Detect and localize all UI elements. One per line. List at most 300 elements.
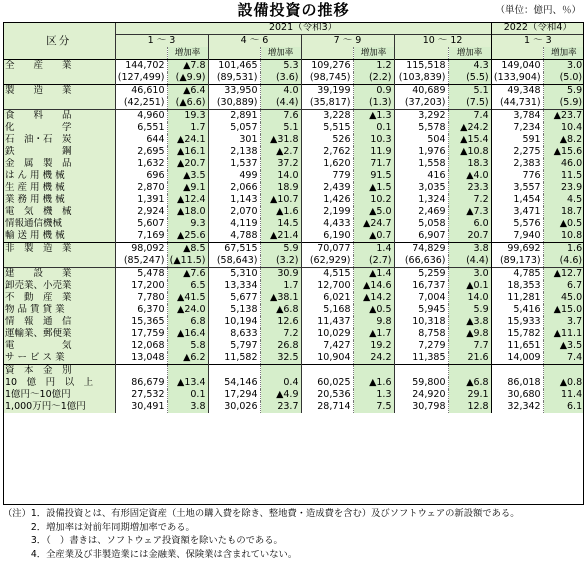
amount-cell: 27,532	[115, 389, 167, 401]
rate-cell: 23.7	[260, 401, 301, 413]
quarter-header: 4 ～ 6	[208, 35, 301, 48]
rate-cell: (4.4)	[448, 255, 491, 268]
table-row	[3, 146, 584, 158]
amount-cell: 776	[491, 170, 543, 182]
quarter-header: 1 ～ 3	[491, 35, 584, 48]
rate-cell: ▲10.7	[260, 194, 301, 206]
amount-cell: 6,190	[301, 230, 353, 243]
amount-cell: 16,737	[394, 280, 448, 292]
footnote: 3．（ ）書きは、ソフトウェア投資額を除いたものである。	[3, 535, 283, 546]
rate-cell: ▲2.7	[260, 146, 301, 158]
amount-cell: 2,439	[301, 182, 353, 194]
rate-cell: ▲8.5	[167, 243, 208, 256]
page-title: 設備投資の推移	[237, 1, 350, 19]
rate-cell: 9.8	[353, 316, 394, 328]
rate-cell: 32.5	[260, 352, 301, 365]
table-row	[3, 206, 584, 218]
amount-cell: 2,762	[301, 146, 353, 158]
table-row	[3, 243, 584, 256]
rate-cell	[543, 365, 584, 378]
rate-cell: 46.0	[543, 158, 584, 170]
amount-cell: (89,531)	[208, 72, 260, 85]
rate-cell: ▲24.2	[448, 122, 491, 134]
table-row	[3, 377, 584, 389]
rate-cell: 45.0	[543, 292, 584, 304]
amount-cell: 7,780	[115, 292, 167, 304]
table-row-excluding-software	[3, 72, 584, 85]
rate-cell: (4.4)	[260, 97, 301, 110]
amount-cell: 2,924	[115, 206, 167, 218]
amount-cell	[208, 365, 260, 378]
rate-cell: 10.4	[543, 122, 584, 134]
amount-cell: 5,259	[394, 268, 448, 281]
amount-cell: 2,070	[208, 206, 260, 218]
amount-cell: 416	[394, 170, 448, 182]
amount-cell: 7,234	[491, 122, 543, 134]
quarter-header: 1 ～ 3	[115, 35, 208, 48]
rate-cell: ▲15.4	[448, 134, 491, 146]
rate-cell: 6.7	[543, 280, 584, 292]
amount-cell: 8,633	[208, 328, 260, 340]
rate-cell: 1.7	[167, 122, 208, 134]
amount-cell: 2,138	[208, 146, 260, 158]
rate-cell: 5.9	[448, 304, 491, 316]
rate-cell: ▲13.4	[167, 377, 208, 389]
row-label: 情報通信機械	[3, 218, 115, 230]
rate-cell: (▲9.9)	[167, 72, 208, 85]
rate-cell: 10.2	[353, 194, 394, 206]
rate-cell: ▲24.0	[167, 304, 208, 316]
amount-cell: 6,370	[115, 304, 167, 316]
amount-cell: (58,643)	[208, 255, 260, 268]
row-label: 金 属 製 品	[3, 158, 115, 170]
amount-cell: 11,582	[208, 352, 260, 365]
amount-cell: 4,960	[115, 110, 167, 123]
amount-cell: 5,310	[208, 268, 260, 281]
amount-cell: 49,348	[491, 85, 543, 98]
rate-cell: 71.7	[353, 158, 394, 170]
rate-cell: ▲6.4	[167, 85, 208, 98]
rate-cell: (▲11.5)	[167, 255, 208, 268]
row-label: 輸 送 用 機 械	[3, 230, 115, 243]
rate-cell: ▲16.1	[167, 146, 208, 158]
rate-cell: 5.3	[260, 60, 301, 73]
row-label: 1億円～10億円	[3, 389, 115, 401]
rate-cell: (5.9)	[543, 97, 584, 110]
amount-cell: 15,365	[115, 316, 167, 328]
amount-cell: 46,610	[115, 85, 167, 98]
rate-cell: ▲4.9	[260, 389, 301, 401]
rate-cell: ▲1.3	[353, 110, 394, 123]
table-row	[3, 218, 584, 230]
rate-cell: 7.2	[448, 194, 491, 206]
rate-cell: ▲25.6	[167, 230, 208, 243]
table-row-excluding-software	[3, 97, 584, 110]
amount-cell: 6,907	[394, 230, 448, 243]
amount-cell: 67,515	[208, 243, 260, 256]
table-row	[3, 340, 584, 352]
amount-cell: 11,651	[491, 340, 543, 352]
rate-cell: 24.2	[353, 352, 394, 365]
amount-cell: 3,557	[491, 182, 543, 194]
rate-cell: 30.9	[260, 268, 301, 281]
amount-cell: 3,471	[491, 206, 543, 218]
amount-cell: 1,324	[394, 194, 448, 206]
rate-cell: ▲9.1	[167, 182, 208, 194]
amount-cell: 301	[208, 134, 260, 146]
rate-cell: ▲15.0	[543, 304, 584, 316]
amount-cell: 13,334	[208, 280, 260, 292]
rate-cell: ▲6.8	[260, 304, 301, 316]
table-row	[3, 85, 584, 98]
amount-cell: 17,200	[115, 280, 167, 292]
amount-cell: 2,275	[491, 146, 543, 158]
rate-cell: ▲7.3	[448, 206, 491, 218]
table-row	[3, 122, 584, 134]
amount-cell: (42,251)	[115, 97, 167, 110]
amount-cell: 33,950	[208, 85, 260, 98]
rate-cell: 10.8	[543, 230, 584, 243]
rate-cell: ▲24.7	[353, 218, 394, 230]
table-row	[3, 170, 584, 182]
amount-cell	[394, 365, 448, 378]
category-header: 区分	[3, 22, 115, 60]
rate-cell: 91.5	[353, 170, 394, 182]
amount-cell: 5,578	[394, 122, 448, 134]
amount-cell: 10,029	[301, 328, 353, 340]
amount-cell: (103,839)	[394, 72, 448, 85]
rate-cell: 11.5	[543, 170, 584, 182]
row-label: は ん 用 機 械	[3, 170, 115, 182]
rate-cell: 3.0	[543, 60, 584, 73]
amount-cell: 30,680	[491, 389, 543, 401]
amount-cell: 1,632	[115, 158, 167, 170]
rate-cell: ▲20.7	[167, 158, 208, 170]
year-2021-header: 2021（令和3）	[115, 22, 491, 35]
rate-cell: (3.6)	[260, 72, 301, 85]
rate-cell: 11.4	[543, 389, 584, 401]
rate-cell: 7.2	[260, 328, 301, 340]
row-label: 業 務 用 機 械	[3, 194, 115, 206]
rate-cell: ▲8.2	[543, 134, 584, 146]
rate-cell: ▲7.6	[167, 268, 208, 281]
rate-cell: 23.3	[448, 182, 491, 194]
rate-cell: 1.7	[260, 280, 301, 292]
amount-cell: 30,026	[208, 401, 260, 413]
rate-cell: 6.8	[167, 316, 208, 328]
row-label: 10 億 円 以 上	[3, 377, 115, 389]
rate-cell: 0.9	[353, 85, 394, 98]
amount-cell: (133,904)	[491, 72, 543, 85]
amount-cell: 115,518	[394, 60, 448, 73]
rate-cell: 1.6	[543, 243, 584, 256]
amount-cell: 99,692	[491, 243, 543, 256]
amount-cell: 1,976	[394, 146, 448, 158]
amount-cell: 32,342	[491, 401, 543, 413]
row-label: 卸売業、小売業	[3, 280, 115, 292]
rate-cell: 4.0	[260, 85, 301, 98]
amount-cell: 98,092	[115, 243, 167, 256]
footnote: 2．増加率は対前年同期増加率である。	[3, 521, 195, 533]
rate-cell: 5.1	[260, 122, 301, 134]
amount-cell: 14,009	[491, 352, 543, 365]
table-row	[3, 134, 584, 146]
amount-cell: 696	[115, 170, 167, 182]
amount-cell: (127,499)	[115, 72, 167, 85]
amount-cell: 526	[301, 134, 353, 146]
rate-cell: ▲10.8	[448, 146, 491, 158]
unit-label: （単位：億円、％）	[495, 5, 581, 16]
rate-cell: 19.2	[353, 340, 394, 352]
rate-cell: ▲16.4	[167, 328, 208, 340]
table-row	[3, 194, 584, 206]
amount-cell: 6,551	[115, 122, 167, 134]
table-row	[3, 230, 584, 243]
rate-cell: 14.0	[260, 170, 301, 182]
amount-cell: 24,920	[394, 389, 448, 401]
amount-cell: 13,048	[115, 352, 167, 365]
amount-cell: (98,745)	[301, 72, 353, 85]
amount-cell: 149,040	[491, 60, 543, 73]
rate-header: 増加率	[448, 47, 491, 60]
amount-cell: 1,558	[394, 158, 448, 170]
rate-cell: ▲3.5	[543, 340, 584, 352]
amount-cell: 10,318	[394, 316, 448, 328]
amount-cell: 17,759	[115, 328, 167, 340]
rate-cell: ▲38.1	[260, 292, 301, 304]
rate-cell: 5.1	[448, 85, 491, 98]
rate-cell: 1.2	[353, 60, 394, 73]
amount-cell: 12,068	[115, 340, 167, 352]
amount-cell: 5,797	[208, 340, 260, 352]
rate-cell	[260, 365, 301, 378]
rate-cell: 18.3	[448, 158, 491, 170]
amount-cell: 1,537	[208, 158, 260, 170]
rate-cell: ▲1.5	[353, 182, 394, 194]
rate-cell: 4.3	[448, 60, 491, 73]
table-row	[3, 60, 584, 73]
amount-cell: 11,385	[394, 352, 448, 365]
amount-cell: 17,294	[208, 389, 260, 401]
amount-cell: 5,677	[208, 292, 260, 304]
rate-cell: ▲41.5	[167, 292, 208, 304]
rate-cell: ▲1.6	[260, 206, 301, 218]
rate-cell: 1.3	[353, 389, 394, 401]
amount-cell: 30,798	[394, 401, 448, 413]
rate-cell: 3.8	[448, 243, 491, 256]
rate-cell: ▲11.1	[543, 328, 584, 340]
amount-cell: 2,066	[208, 182, 260, 194]
rate-cell: ▲0.7	[353, 230, 394, 243]
rate-cell: 21.6	[448, 352, 491, 365]
amount-cell: 1,143	[208, 194, 260, 206]
amount-cell: 5,057	[208, 122, 260, 134]
rate-cell: 14.5	[260, 218, 301, 230]
amount-cell: 30,491	[115, 401, 167, 413]
row-label: 生 産 用 機 械	[3, 182, 115, 194]
quarter-header: 7 ～ 9	[301, 35, 394, 48]
table-row	[3, 328, 584, 340]
amount-cell: 8,758	[394, 328, 448, 340]
rate-cell: ▲14.2	[353, 292, 394, 304]
rate-cell: ▲0.8	[543, 377, 584, 389]
amount-cell: 1,391	[115, 194, 167, 206]
rate-cell: ▲24.1	[167, 134, 208, 146]
rate-cell: (1.3)	[353, 97, 394, 110]
rate-cell: 12.6	[260, 316, 301, 328]
amount-cell: 779	[301, 170, 353, 182]
amount-cell: 15,782	[491, 328, 543, 340]
row-label: 電 気 機 械	[3, 206, 115, 218]
rate-cell: ▲6.2	[167, 352, 208, 365]
amount-cell: (30,889)	[208, 97, 260, 110]
row-label: 製 造 業	[3, 85, 115, 98]
rate-cell: (2.2)	[353, 72, 394, 85]
row-label: 鉄 鋼	[3, 146, 115, 158]
amount-cell: 3,035	[394, 182, 448, 194]
rate-cell: ▲15.6	[543, 146, 584, 158]
amount-cell: 7,279	[394, 340, 448, 352]
rate-cell: 7.4	[448, 110, 491, 123]
amount-cell: 109,276	[301, 60, 353, 73]
rate-cell: 3.7	[543, 316, 584, 328]
rate-cell: (4.6)	[543, 255, 584, 268]
rate-cell: ▲31.8	[260, 134, 301, 146]
row-label: サ ー ビ ス 業	[3, 352, 115, 365]
amount-cell: (85,247)	[115, 255, 167, 268]
rate-cell: 7.6	[260, 110, 301, 123]
footnote: （注）1．設備投資とは、有形固定資産（土地の購入費を除き、整地費・造成費を含む）及びソフトウェアの新設額である。	[3, 508, 520, 519]
rate-cell: 19.3	[167, 110, 208, 123]
table-row	[3, 280, 584, 292]
amount-cell: 101,465	[208, 60, 260, 73]
row-label: 不 動 産 業	[3, 292, 115, 304]
amount-cell: 86,679	[115, 377, 167, 389]
rate-cell	[167, 365, 208, 378]
rate-cell: 11.9	[353, 146, 394, 158]
row-label: 資 本 金 別	[3, 365, 115, 378]
rate-cell: ▲3.8	[448, 316, 491, 328]
rate-cell: 7.4	[543, 352, 584, 365]
rate-cell: ▲3.5	[167, 170, 208, 182]
amount-cell	[491, 365, 543, 378]
amount-cell	[115, 365, 167, 378]
row-label: 食 料 品	[3, 110, 115, 123]
rate-cell: ▲0.5	[543, 218, 584, 230]
amount-cell: 5,515	[301, 122, 353, 134]
rate-cell: 6.1	[543, 401, 584, 413]
rate-cell: ▲0.1	[448, 280, 491, 292]
rate-cell: 7.7	[448, 340, 491, 352]
amount-cell: 60,025	[301, 377, 353, 389]
amount-cell: 20,536	[301, 389, 353, 401]
amount-cell: 5,576	[491, 218, 543, 230]
amount-cell: 11,437	[301, 316, 353, 328]
table-row	[3, 304, 584, 316]
amount-cell: (62,929)	[301, 255, 353, 268]
amount-cell: 5,058	[394, 218, 448, 230]
amount-cell: 4,119	[208, 218, 260, 230]
rate-cell: (▲6.6)	[167, 97, 208, 110]
amount-cell: 4,515	[301, 268, 353, 281]
rate-cell: 6.5	[167, 280, 208, 292]
amount-cell: 12,700	[301, 280, 353, 292]
row-label: 全 産 業	[3, 60, 115, 73]
amount-cell: 5,168	[301, 304, 353, 316]
rate-cell: ▲23.7	[543, 110, 584, 123]
table-row	[3, 316, 584, 328]
rate-cell: 1.4	[353, 243, 394, 256]
amount-cell: 144,702	[115, 60, 167, 73]
rate-cell: ▲0.5	[353, 304, 394, 316]
footnote: 4．全産業及び非製造業には金融業、保険業は含まれていない。	[3, 548, 298, 560]
amount-cell: (89,173)	[491, 255, 543, 268]
rate-cell: ▲21.4	[260, 230, 301, 243]
rate-cell: ▲1.6	[353, 377, 394, 389]
rate-cell: (3.2)	[260, 255, 301, 268]
amount-cell: (44,731)	[491, 97, 543, 110]
amount-cell: 5,416	[491, 304, 543, 316]
rate-cell: 3.8	[167, 401, 208, 413]
rate-cell: ▲1.7	[353, 328, 394, 340]
rate-cell: ▲18.0	[167, 206, 208, 218]
amount-cell: 7,940	[491, 230, 543, 243]
amount-cell: 39,199	[301, 85, 353, 98]
amount-cell: 499	[208, 170, 260, 182]
row-label: 1,000万円～1億円	[3, 401, 115, 413]
amount-cell: 504	[394, 134, 448, 146]
amount-cell: 2,870	[115, 182, 167, 194]
amount-cell: 59,800	[394, 377, 448, 389]
amount-cell: 6,021	[301, 292, 353, 304]
amount-cell: 2,383	[491, 158, 543, 170]
amount-cell: 86,018	[491, 377, 543, 389]
amount-cell: 4,788	[208, 230, 260, 243]
row-label	[3, 72, 115, 85]
amount-cell: 5,478	[115, 268, 167, 281]
amount-cell: 18,353	[491, 280, 543, 292]
amount-cell: 1,426	[301, 194, 353, 206]
rate-header: 増加率	[260, 47, 301, 60]
amount-cell: 4,785	[491, 268, 543, 281]
rate-cell: 26.8	[260, 340, 301, 352]
amount-cell: 2,469	[394, 206, 448, 218]
rate-cell: 5.9	[543, 85, 584, 98]
rate-cell: 7.5	[353, 401, 394, 413]
rate-cell: ▲14.6	[353, 280, 394, 292]
amount-cell: 2,199	[301, 206, 353, 218]
rate-cell: 9.3	[167, 218, 208, 230]
amount-cell: 7,004	[394, 292, 448, 304]
amount-cell: 644	[115, 134, 167, 146]
amount-cell: 74,829	[394, 243, 448, 256]
rate-cell: 23.9	[543, 182, 584, 194]
rate-cell: 0.1	[167, 389, 208, 401]
rate-cell: 0.4	[260, 377, 301, 389]
amount-cell: 11,281	[491, 292, 543, 304]
amount-cell: 10,194	[208, 316, 260, 328]
amount-cell: 591	[491, 134, 543, 146]
amount-cell: 7,427	[301, 340, 353, 352]
rate-header: 増加率	[353, 47, 394, 60]
amount-cell: 40,689	[394, 85, 448, 98]
rate-cell: 37.2	[260, 158, 301, 170]
rate-cell: 0.1	[353, 122, 394, 134]
rate-cell: ▲4.0	[448, 170, 491, 182]
amount-cell: 5,945	[394, 304, 448, 316]
amount-cell: 1,620	[301, 158, 353, 170]
amount-cell: 5,607	[115, 218, 167, 230]
